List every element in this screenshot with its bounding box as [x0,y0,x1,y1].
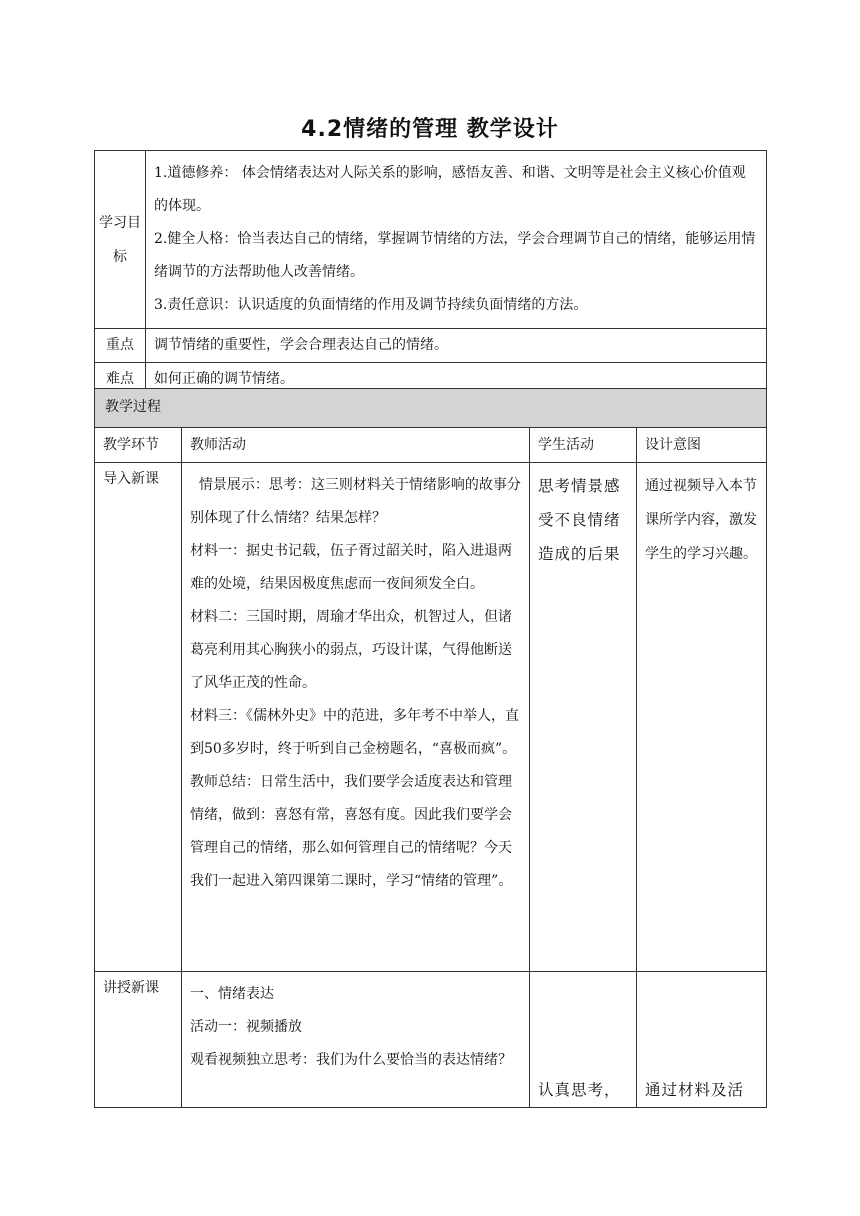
key-point-row [95,329,767,363]
page-title: 4.2情绪的管理 教学设计 [301,117,559,142]
objectives-row [95,151,767,329]
teacher-paragraph: 材料二：三国时期，周瑜才华出众，机智过人，但诸葛亮利用其心胸狭小的弱点，巧设计谋，气得他断送了风华正茂的性命。 [190,609,512,691]
objective-item: 3.责任意识：认识适度的负面情绪的作用及调节持续负面情绪的方法。 [154,297,588,313]
teacher-paragraph: 材料一：据史书记载，伍子胥过韶关时，陷入进退两难的处境，结果因极度焦虑而一夜间须发全白。 [190,543,512,592]
teacher-paragraph: 活动一：视频播放 [190,1019,302,1035]
header-student: 学生活动 [530,428,637,463]
teacher-activity-cell [182,463,530,972]
process-section-row [95,389,767,428]
design-intent-cell: 通过材料及活 [637,972,767,1108]
process-table [94,388,767,1108]
header-intent: 设计意图 [637,428,767,463]
teacher-paragraph: 一、情绪表达 [190,986,274,1002]
objective-item: 1.道德修养： 体会情绪表达对人际关系的影响，感悟友善、和谐、文明等是社会主义核心价值观的体现。 [154,165,746,214]
table-row [95,463,767,972]
stage-cell: 讲授新课 [95,972,182,1108]
teacher-paragraph: 材料三：《儒林外史》中的范进，多年考不中举人，直到50多岁时，终于听到自己金榜题名，“喜极而疯”。 [190,708,519,757]
process-section-title: 教学过程 [95,389,767,428]
stage-cell: 导入新课 [95,463,182,972]
table-row [95,972,767,1108]
objectives-table [94,150,767,397]
difficulty-text: 如何正确的调节情绪。 [146,363,767,397]
teacher-paragraph: 情景展示：思考：这三则材料关于情绪影响的故事分别体现了什么情绪？结果怎样？ [190,477,521,526]
difficulty-label: 难点 [95,363,146,397]
objectives-label: 学习目标 [95,151,146,329]
objective-item: 2.健全人格：恰当表达自己的情绪，掌握调节情绪的方法，学会合理调节自己的情绪，能够运用情绪调节的方法帮助他人改善情绪。 [154,231,756,280]
teacher-paragraph: 观看视频独立思考：我们为什么要恰当的表达情绪？ [190,1052,512,1068]
student-activity-cell: 认真思考， [530,972,637,1108]
process-header-row [95,428,767,463]
design-intent-cell: 通过视频导入本节课所学内容，激发学生的学习兴趣。 [637,463,767,972]
key-point-label: 重点 [95,329,146,363]
teacher-activity-cell [182,972,530,1108]
header-teacher: 教师活动 [182,428,530,463]
student-activity-cell: 思考情景感受不良情绪造成的后果 [530,463,637,972]
teacher-paragraph: 教师总结：日常生活中，我们要学会适度表达和管理情绪，做到：喜怒有常，喜怒有度。因此我们要学会管理自己的情绪，那么如何管理自己的情绪呢？今天我们一起进入第四课第二课时，学习“情绪的管理”。 [190,774,513,889]
header-stage: 教学环节 [95,428,182,463]
key-point-text: 调节情绪的重要性，学会合理表达自己的情绪。 [146,329,767,363]
objectives-content [146,151,767,329]
